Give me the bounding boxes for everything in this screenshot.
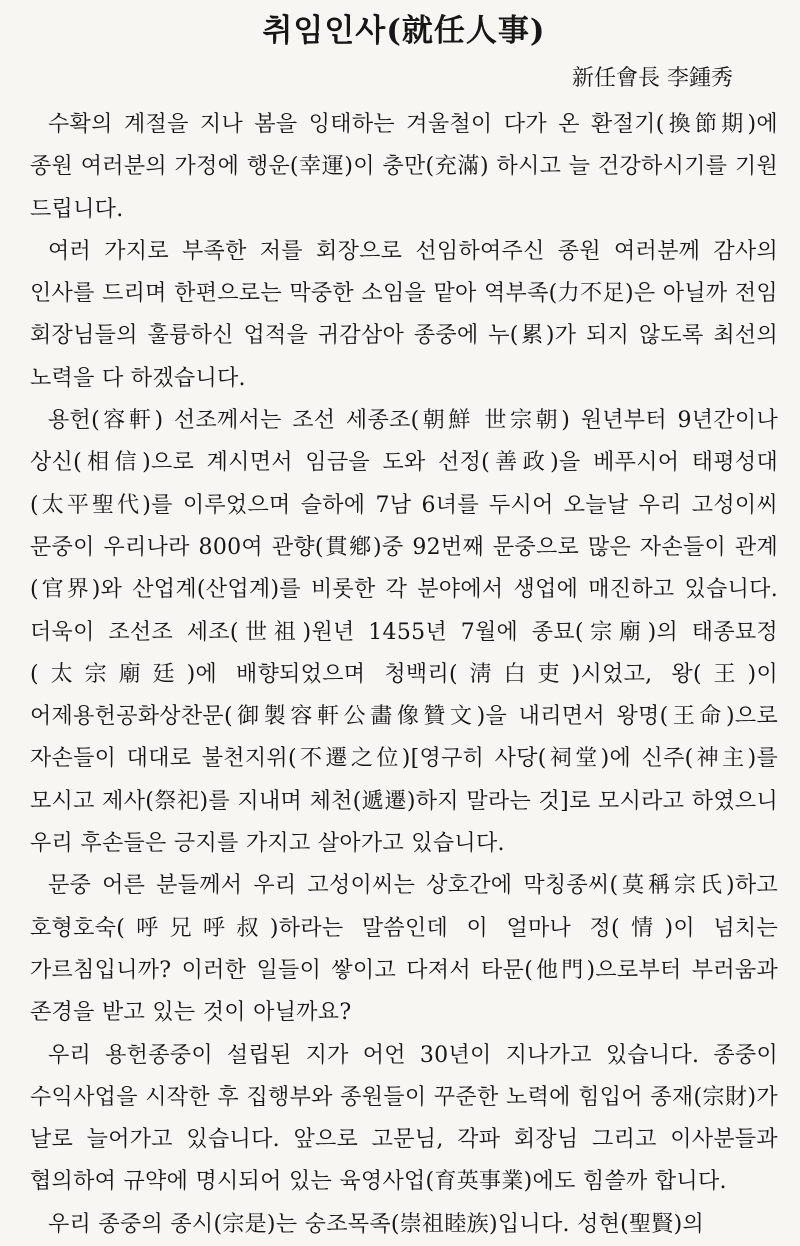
body-paragraph: 수확의 계절을 지나 봄을 잉태하는 겨울철이 다가 온 환절기(換節期)에 종원 여러분의 가정에 행운(幸運)이 충만(充滿) 하시고 늘 건강하시기를 기원 드립니다.	[30, 112, 778, 222]
body-paragraph: 문중 어른 분들께서 우리 고성이씨는 상호간에 막칭종씨(莫稱宗氏)하고 호형호숙(呼兄呼叔)하라는 말씀인데 이 얼마나 정(情)이 넘치는 가르침입니까? 이러한 일들이 쌓이고 다져서 타문(他門)으로부터 부러움과 존경을 받고 있는 것이 아닐까요?	[30, 873, 778, 1026]
body-paragraph: 우리 종중의 종시(宗是)는 숭조목족(崇祖睦族)입니다. 성현(聖賢)의	[48, 1211, 705, 1237]
author-line: 新任會長 李鍾秀	[572, 66, 733, 91]
body-paragraph: 용헌(容軒) 선조께서는 조선 세종조(朝鮮 世宗朝) 원년부터 9년간이나 상신(相信)으로 계시면서 임금을 도와 선정(善政)을 베푸시어 태평성대(太平聖代)를 이루었으며 슬하에 7남 6녀를 두시어 오늘날 우리 고성이씨 문중이 우리나라 800여 관향(貫鄕)중 92번째 문중으로 많은 자손들이 관계(官界)와 산업계(산업계)를 비롯한 각 분야에서 생업에 매진하고 있습니다. 더욱이 조선조 세조(世祖)원년 1455년 7월에 종묘(宗廟)의 태종묘정(太宗廟廷)에 배향되었으며 청백리(淸白吏)시었고, 왕(王)이 어제용헌공화상찬문(御製容軒公畵像贊文)을 내리면서 왕명(王命)으로 자손들이 대대로 불천지위(不遷之位)[영구히 사당(祠堂)에 신주(神主)를 모시고 제사(祭祀)를 지내며 체천(遞遷)하지 말라는 것]로 모시라고 하였으니 우리 후손들은 긍지를 가지고 살아가고 있습니다.	[30, 408, 778, 857]
document-title: 취임인사(就任人事)	[262, 13, 546, 49]
body-paragraph: 여러 가지로 부족한 저를 회장으로 선임하여주신 종원 여러분께 감사의 인사를 드리며 한편으로는 막중한 소임을 맡아 역부족(力不足)은 아닐까 전임 회장님들의 훌륭하신 업적을 귀감삼아 종중에 누(累)가 되지 않도록 최선의 노력을 다 하겠습니다.	[30, 238, 778, 391]
body-paragraph: 우리 용헌종중이 설립된 지가 어언 30년이 지나가고 있습니다. 종중이 수익사업을 시작한 후 집행부와 종원들이 꾸준한 노력에 힘입어 종재(宗財)가 날로 늘어가고 있습니다. 앞으로 고문님, 각파 회장님 그리고 이사분들과 협의하여 규약에 명시되어 있는 육영사업(育英事業)에도 힘쓸까 합니다.	[30, 1042, 778, 1195]
document-body	[30, 104, 778, 1246]
